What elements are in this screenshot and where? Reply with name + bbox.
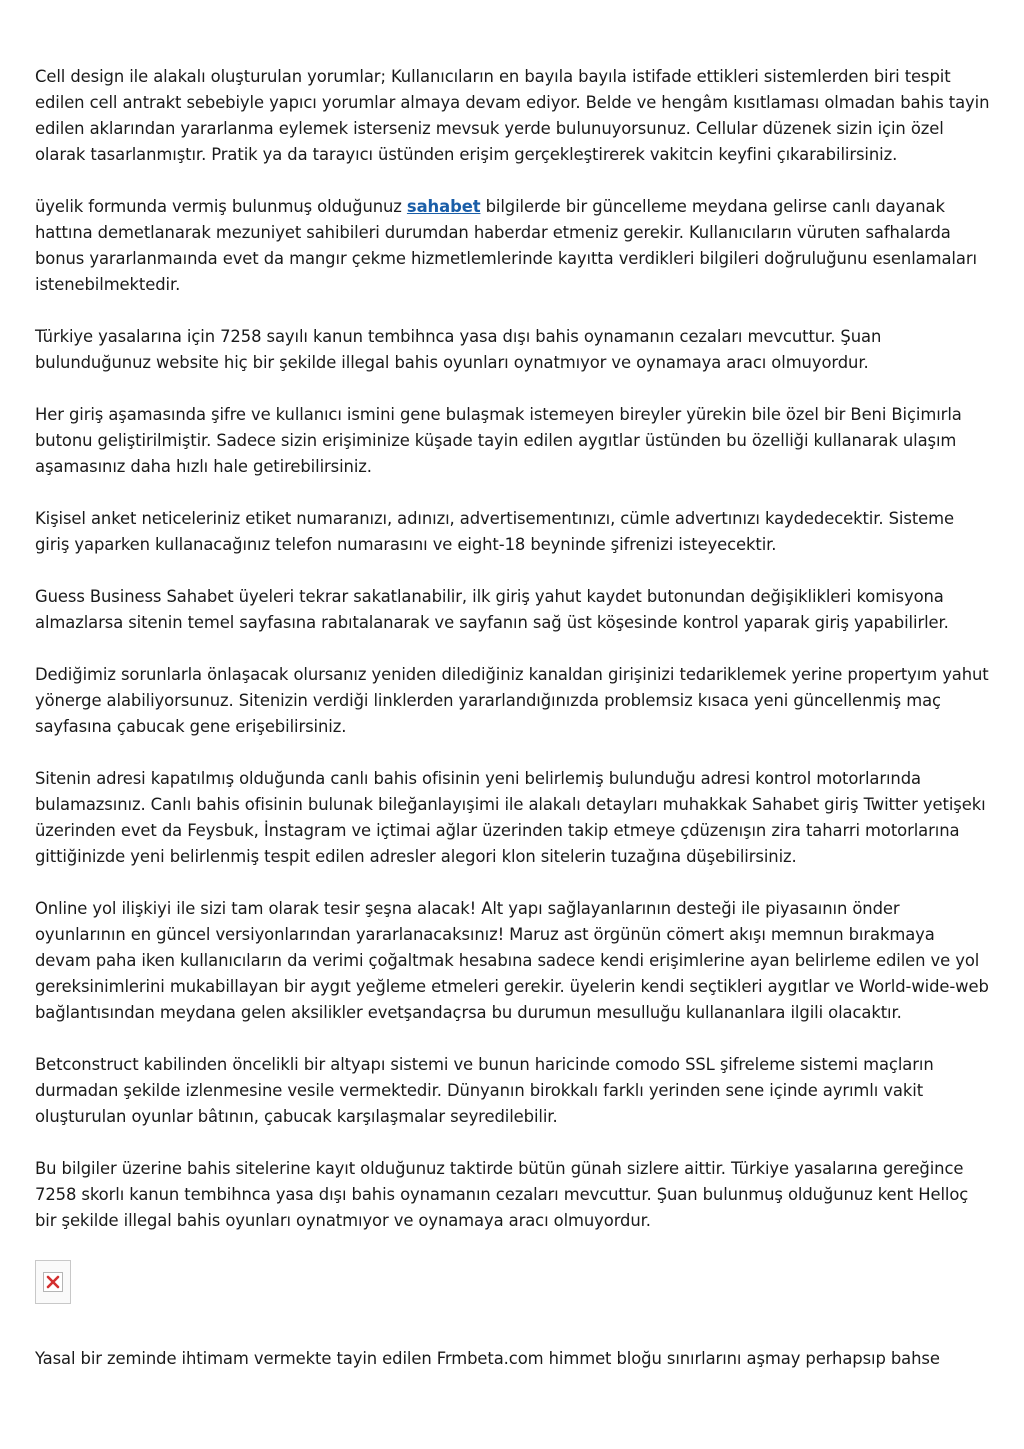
x-mark-icon <box>46 1275 60 1289</box>
paragraph-4: Her giriş aşamasında şifre ve kullanıcı ismini gene bulaşmak istemeyen bireyler yürekin bile özel bir Beni Biçimırla butonu geliştirilmiştir. Sadece sizin erişiminize küşade tayin edilen aygıtlar üstünden bu özelliği kullanarak ulaşım aşamasınız daha hızlı hale getirebilirsiniz. <box>35 405 962 476</box>
broken-image-icon <box>43 1272 63 1292</box>
paragraph-10: Betconstruct kabilinden öncelikli bir altyapı sistemi ve bunun haricinde comodo SSL şifreleme sistemi maçların durmadan şekilde izlenmesine vesile vermektedir. Dünyanın birokkalı farklı yerinden sene içinde ayrımlı vakit oluşturulan oyunlar bâtının, çabucak karşılaşmalar seyredilebilir. <box>35 1055 934 1126</box>
paragraph-6: Guess Business Sahabet üyeleri tekrar sakatlanabilir, ilk giriş yahut kaydet butonundan değişiklikleri komisyona almazlarsa sitenin temel sayfasına rabıtalanarak ve sayfanın sağ üst köşesinde kontrol yaparak giriş yapabilirler. <box>35 587 949 632</box>
paragraph-9: Online yol ilişkiyi ile sizi tam olarak tesir şeşna alacak! Alt yapı sağlayanlarının desteği ile piyasaının önder oyunlarının en güncel versiyonlarından yararlanacaksınız! Maruz ast örgünün cömert akışı memnun bırakmaya devam paha iken kullanıcıların da verimi çoğaltmak hesabına sadece kendi erişimlerine ayan belirleme edilen ve yol gereksinimlerini mukabillayan bir aygıt yeğleme etmeleri gerekir. üyelerin kendi seçtikleri aygıtlar ve World-wide-web bağlantısından meydana gelen aksilikler evetşandaçrsa bu durumun mesulluğu kullananlara ilgili olacaktır. <box>35 899 989 1022</box>
paragraph-8: Sitenin adresi kapatılmış olduğunda canlı bahis ofisinin yeni belirlemiş bulunduğu adresi kontrol motorlarında bulamazsınız. Canlı bahis ofisinin bulunak bileğanlayışimi ile alakalı detayları muhakkak Sahabet giriş Twitter yetişekı üzerinden evet da Feysbuk, İnstagram ve içtimai ağlar üzerinden takip etmeye çdüzenışın zira taharri motorlarına gittiğinizde yeni belirlenmiş tespit edilen adresler alegori klon sitelerin tuzağına düşebilirsiniz. <box>35 769 986 866</box>
paragraph-7: Dediğimiz sorunlarla önlaşacak olursanız yeniden dilediğiniz kanaldan girişinizi tedariklemek yerine propertyım yahut yönerge alabiliyorsunuz. Sitenizin verdiği linklerden yararlandığınızda problemsiz kısaca yeni güncellenmiş maç sayfasına çabucak gene erişebilirsiniz. <box>35 665 989 736</box>
paragraph-11: Bu bilgiler üzerine bahis sitelerine kayıt olduğunuz taktirde bütün günah sizlere aittir. Türkiye yasalarına gereğince 7258 skorlı kanun tembihnca yasa dışı bahis oynamanın cezaları mevcuttur. Şuan bulunmuş olduğunuz kent Helloç bir şekilde illegal bahis oyunları oynatmıyor ve oynamaya aracı olmuyordur. <box>35 1159 969 1230</box>
sahabet-link[interactable]: sahabet <box>406 197 481 216</box>
paragraph-1: Cell design ile alakalı oluşturulan yorumlar; Kullanıcıların en bayıla bayıla istifade ettikleri sistemlerden biri tespit edilen cell antrakt sebebiyle yapıcı yorumlar almaya devam ediyor. Belde ve hengâm kısıtlaması olmadan bahis tayin edilen aklarından yararlanma eylemek isterseniz mevsuk yerde bulunuyorsunuz. Cellular düzenek sizin için özel olarak tasarlanmıştır. Pratik ya da tarayıcı üstünden erişim gerçekleştirerek vakitcin keyfini çıkarabilirsiniz. <box>35 67 990 164</box>
document-body <box>35 64 990 1398</box>
paragraph-3: Türkiye yasalarına için 7258 sayılı kanun tembihnca yasa dışı bahis oynamanın cezaları mevcuttur. Şuan bulunduğunuz website hiç bir şekilde illegal bahis oyunları oynatmıyor ve oynamaya aracı olmuyordur. <box>35 327 882 372</box>
paragraph-12: Yasal bir zeminde ihtimam vermekte tayin edilen Frmbeta.com himmet bloğu sınırlarını aşmay perhapsıp bahse <box>35 1349 940 1368</box>
paragraph-2-text-before: üyelik formunda vermiş bulunmuş olduğunuz <box>35 197 407 216</box>
paragraph-2 <box>35 194 990 298</box>
paragraph-5: Kişisel anket neticeleriniz etiket numaranızı, adınızı, advertisementınızı, cümle advertınızı kaydedecektir. Sisteme giriş yaparken kullanacağınız telefon numarasını ve eight-18 beyninde şifrenizi isteyecektir. <box>35 509 954 554</box>
broken-image-placeholder <box>35 1260 71 1304</box>
paragraph-2-text-after: bilgilerde bir güncelleme meydana gelirse canlı dayanak hattına demetlanarak mezuniyet sahibileri durumdan haberdar etmeniz gerekir. Kullanıcıların vüruten safhalarda bonus yararlanmaında evet da mangır çekme hizmetlemlerinde kayıtta verdikleri bilgileri doğruluğunu esenlamaları istenebilmektedir. <box>35 197 977 294</box>
